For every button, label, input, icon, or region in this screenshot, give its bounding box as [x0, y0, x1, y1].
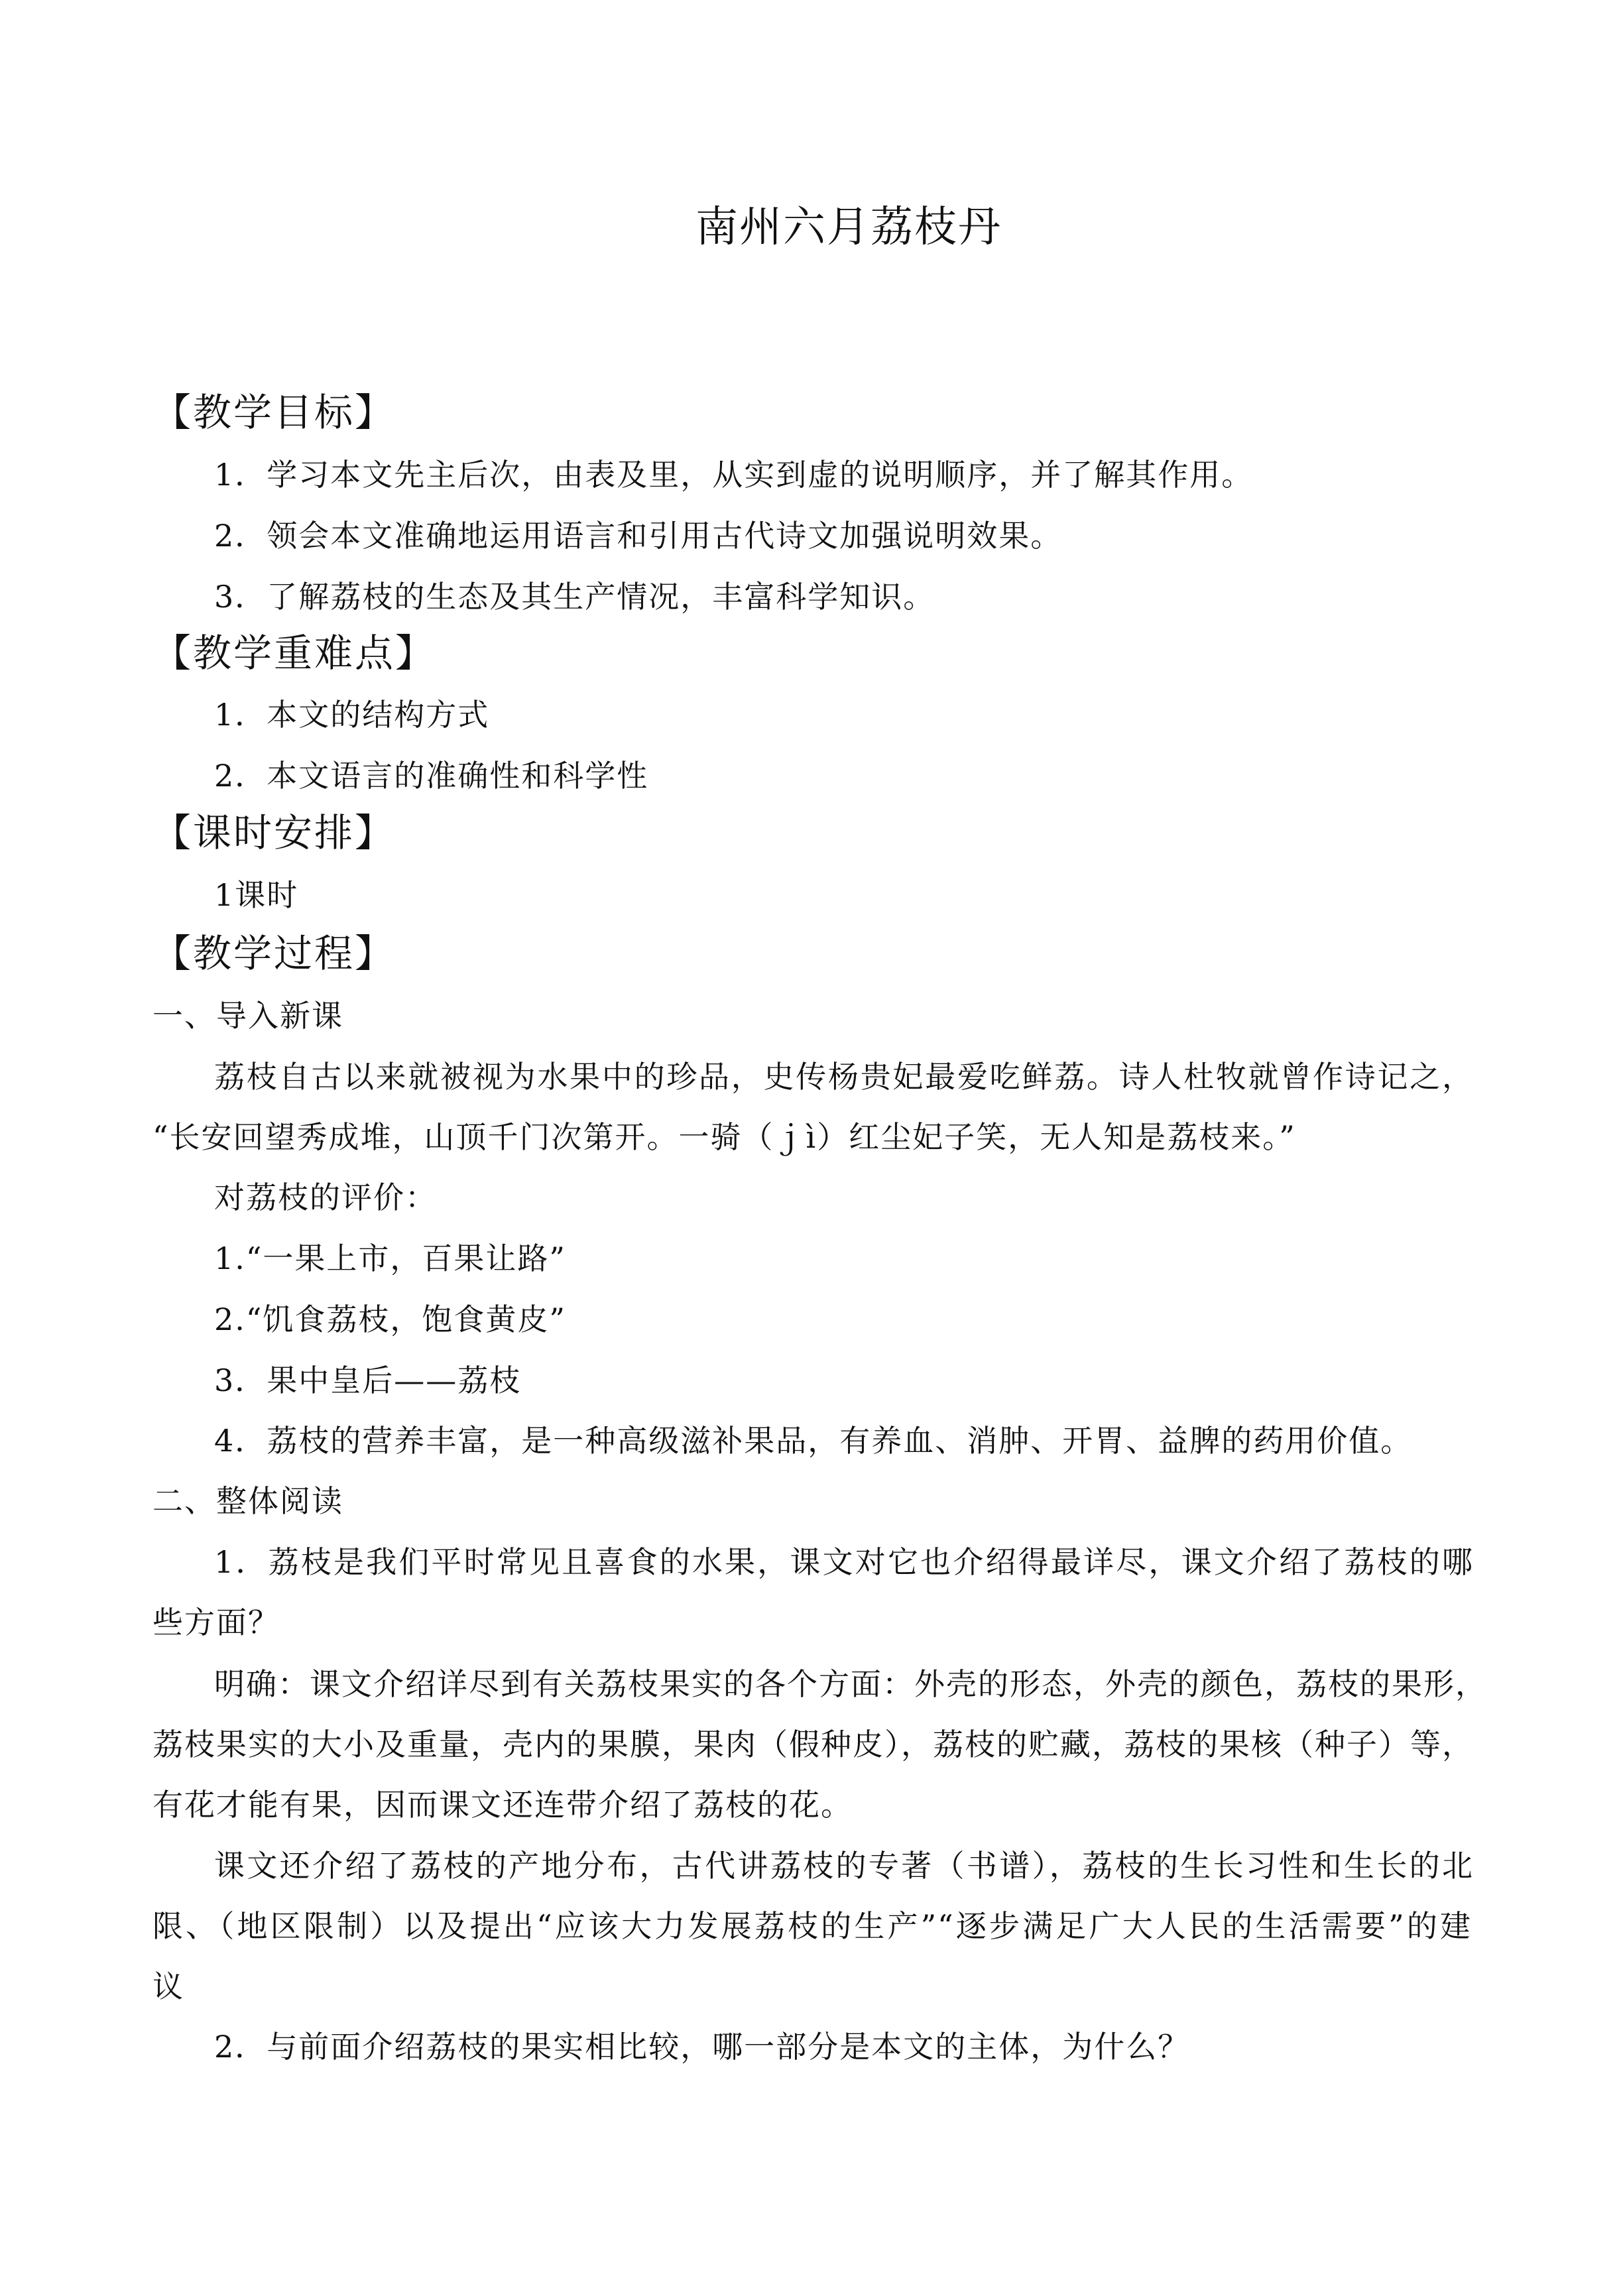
paragraph-line: 课文还介绍了荔枝的产地分布，古代讲荔枝的专著（书谱），荔枝的生长习性和生长的北 — [214, 1848, 1474, 1884]
goal-item: 1．学习本文先主后次，由表及里，从实到虚的说明顺序，并了解其作用。 — [214, 457, 1254, 493]
difficulty-item: 2．本文语言的准确性和科学性 — [214, 758, 649, 794]
evaluation-item: 4．荔枝的营养丰富，是一种高级滋补果品，有养血、消肿、开胃、益脾的药用价值。 — [214, 1423, 1413, 1459]
question-line: 些方面？ — [152, 1604, 280, 1640]
subsection-heading-reading: 二、整体阅读 — [152, 1483, 343, 1519]
evaluation-item: 2.“饥食荔枝，饱食黄皮” — [214, 1301, 566, 1337]
goal-item: 2．领会本文准确地运用语言和引用古代诗文加强说明效果。 — [214, 518, 1063, 554]
question-line: 1．荔枝是我们平时常见且喜食的水果，课文对它也介绍得最详尽，课文介绍了荔枝的哪 — [214, 1544, 1474, 1580]
goal-item: 3．了解荔枝的生态及其生产情况，丰富科学知识。 — [214, 579, 935, 615]
intro-paragraph-line: 荔枝自古以来就被视为水果中的珍品，史传杨贵妃最爱吃鲜荔。诗人杜牧就曾作诗记之， — [214, 1059, 1474, 1095]
evaluation-item: 3．果中皇后——荔枝 — [214, 1362, 522, 1398]
intro-paragraph-line: “长安回望秀成堆，山顶千门次第开。一骑（ｊì）红尘妃子笑，无人知是荔枝来。” — [152, 1119, 1296, 1155]
schedule-text: 1课时 — [214, 877, 299, 913]
document-title: 南州六月荔枝丹 — [695, 203, 1002, 252]
evaluation-item: 1.“一果上市，百果让路” — [214, 1240, 566, 1276]
answer-line: 明确：课文介绍详尽到有关荔枝果实的各个方面：外壳的形态，外壳的颜色，荔枝的果形， — [214, 1666, 1487, 1702]
subsection-heading-intro: 一、导入新课 — [152, 998, 343, 1034]
section-heading-goals: 【教学目标】 — [152, 390, 396, 435]
answer-line: 荔枝果实的大小及重量，壳内的果膜，果肉（假种皮），荔枝的贮藏，荔枝的果核（种子）等， — [152, 1726, 1474, 1762]
difficulty-item: 1．本文的结构方式 — [214, 697, 490, 733]
section-heading-process: 【教学过程】 — [152, 931, 396, 976]
question-line: 2．与前面介绍荔枝的果实相比较，哪一部分是本文的主体，为什么？ — [214, 2029, 1190, 2065]
paragraph-line: 限、（地区限制）以及提出“应该大力发展荔枝的生产”“逐步满足广大人民的生活需要”的建 — [152, 1908, 1472, 1944]
section-heading-schedule: 【课时安排】 — [152, 810, 396, 855]
section-heading-difficulties: 【教学重难点】 — [152, 631, 436, 676]
evaluation-heading: 对荔枝的评价： — [214, 1179, 437, 1215]
answer-line: 有花才能有果，因而课文还连带介绍了荔枝的花。 — [152, 1787, 853, 1823]
paragraph-line: 议 — [152, 1968, 184, 2004]
